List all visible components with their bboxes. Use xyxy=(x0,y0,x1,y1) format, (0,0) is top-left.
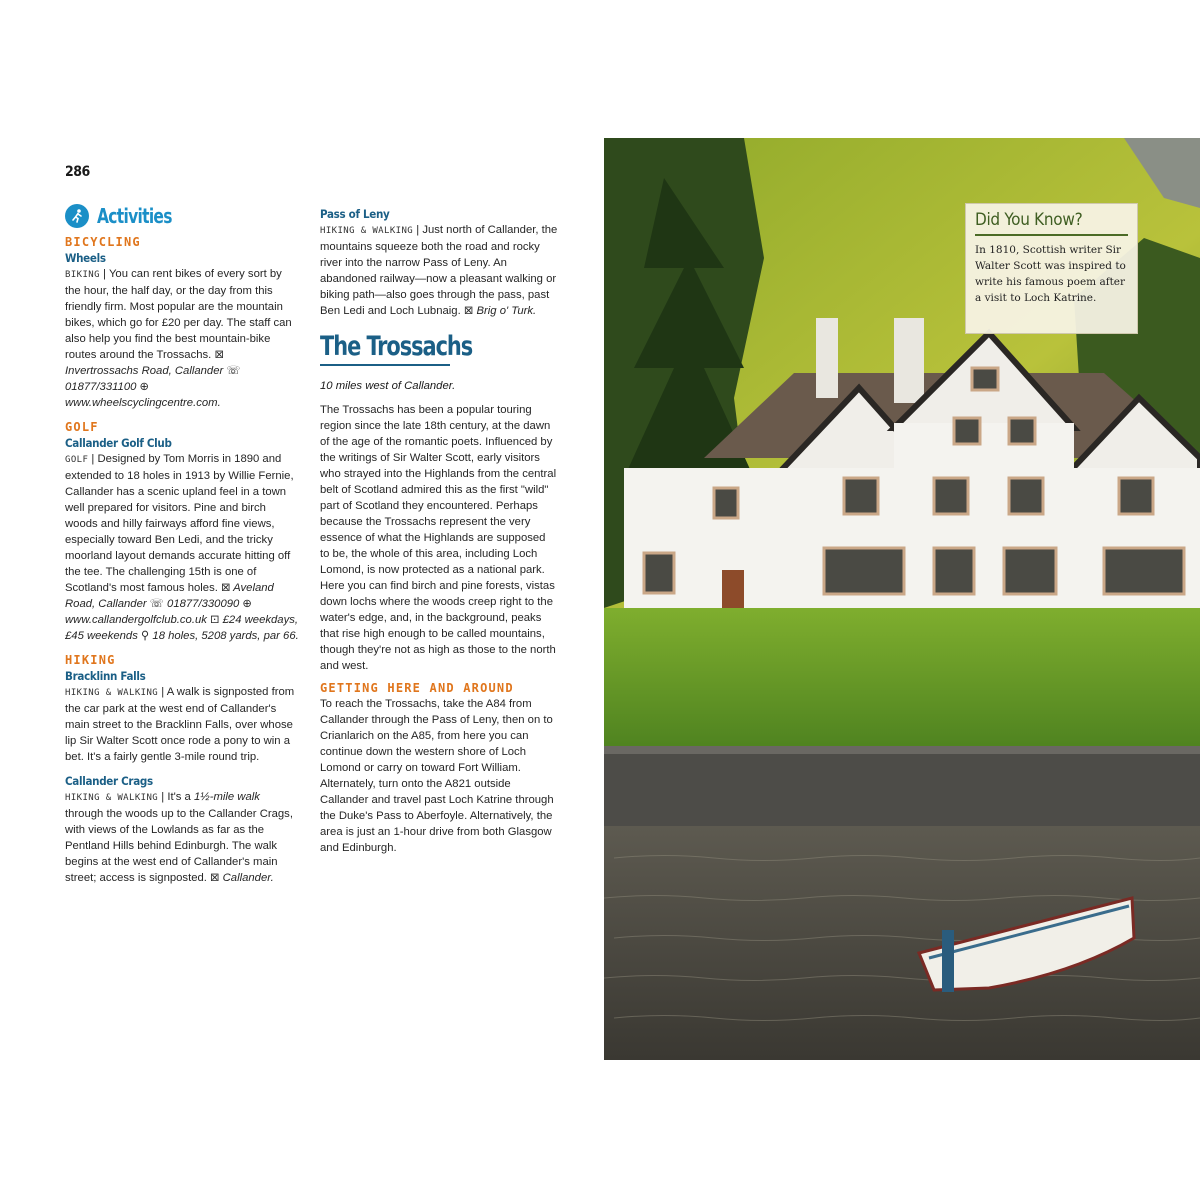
page-number: 286 xyxy=(65,164,90,180)
entry-text: A walk is signposted from the car park at the west end of Callander's main street to the Bracklinn Falls, over whose lip Sir Walter Scott once rode a pony to win a bet. It's a fairly gentle 3-mile round trip. xyxy=(65,686,295,763)
entry-text: through the woods up to the Callander Crags, with views of the Lowlands as far as the Pentland Hills behind Edinburgh. The walk begins at the west end of Callander's main street; access is signposted. xyxy=(65,808,293,884)
entry-name: Bracklinn Falls xyxy=(65,669,146,683)
entry-bracklinn-falls xyxy=(65,668,300,765)
activities-header xyxy=(65,204,300,228)
chimney xyxy=(816,318,838,398)
entry-text: Just north of Callander, the mountains squeeze both the road and rocky river into the narrow Pass of Leny. An abandoned railway—now a pleasant walking or biking path—also goes through the pass, past Ben Ledi and Loch Lubnaig. xyxy=(320,224,558,317)
category-golf: GOLF xyxy=(65,420,99,434)
did-you-know-rule xyxy=(975,234,1128,236)
entry-details: ⊠ Callander. xyxy=(210,872,274,884)
activities-title: Activities xyxy=(97,204,172,228)
getting-here-heading: GETTING HERE AND AROUND xyxy=(320,681,514,695)
entry-type: GOLF xyxy=(65,455,89,465)
lawn xyxy=(604,608,1200,748)
trossachs-body: The Trossachs has been a popular touring region since the late 18th century, at the dawn of the age of the romantic poets. Influenced by the writings of Sir Walter Scott, early visitors who strayed into the Highlands from the central belt of Scotland admired this as the first "wild" part of Scotland they encountered. Perhaps because the Trossachs represent the very essence of what the Highlands are supposed to be, the whole of this area, including Loch Lomond, is now protected as a national park. Here you can find birch and pine forests, vistas down lochs where the woods creep right to the water's edge, and, in the background, peaks that rise high enough to be called mountains, though they're not as high as those to the north and west. xyxy=(320,404,557,672)
entry-body: HIKING & WALKING | Just north of Callander, the mountains squeeze both the road and rocky river into the narrow Pass of Leny. An abandoned railway—now a pleasant walking or biking path—also goes through the pass, past Ben Ledi and Loch Lubnaig. ⊠ Brig o' Turk. xyxy=(320,224,558,317)
entry-type: HIKING & WALKING xyxy=(65,688,159,698)
entry-details: ⊠ Invertrossachs Road, Callander ☏ 01877/331100 ⊕ www.wheelscyclingcentre.com. xyxy=(65,349,241,409)
entry-text-lead: It's a xyxy=(167,791,194,803)
entry-wheels xyxy=(65,250,300,411)
entry-callander-crags xyxy=(65,773,300,886)
entry-text: You can rent bikes of every sort by the hour, the half day, or the day from this friendly firm. Most popular are the mountain bikes, which go for £20 per day. The staff can also help you find the best mountain-bike routes around the Trossachs. xyxy=(65,268,292,361)
activities-icon xyxy=(65,204,89,228)
stone-wall xyxy=(604,746,1200,826)
entry-body: HIKING & WALKING | It's a 1½-mile walk through the woods up to the Callander Crags, with views of the Lowlands as far as the Pentland Hills behind Edinburgh. The walk begins at the west end of Callander's main street; access is signposted. ⊠ Callander. xyxy=(65,791,293,884)
entry-name: Callander Crags xyxy=(65,774,153,788)
middle-column xyxy=(320,206,558,856)
entry-distance: 1½-mile walk xyxy=(193,791,260,803)
entry-pass-of-leny xyxy=(320,206,558,319)
entry-name: Pass of Leny xyxy=(320,207,390,221)
house-wall xyxy=(894,423,1074,483)
entry-type: BIKING xyxy=(65,270,100,280)
entry-details: ⊠ Aveland Road, Callander ☏ 01877/330090 ⊕ www.callandergolfclub.co.uk ⊡ £24 weekdays, £45 weekends ⚲ 18 holes, 5208 yards, par 66. xyxy=(65,582,299,642)
trossachs-subtitle: 10 miles west of Callander. xyxy=(320,380,456,392)
entry-text: Designed by Tom Morris in 1890 and extended to 18 holes in 1913 by Willie Fernie, Callander has a scenic upland feel in a town well prepared for visitors. Pine and birch woods and hilly fairways afford fine views, especially toward Ben Ledi, and the tricky moorland layout demands accurate hitting off the tee. The challenging 15th is one of Scotland's most famous holes. xyxy=(65,453,294,594)
title-rule xyxy=(320,364,450,366)
entry-callander-golf-club xyxy=(65,435,300,644)
entry-type: HIKING & WALKING xyxy=(65,793,159,803)
category-hiking: HIKING xyxy=(65,653,116,667)
getting-here-body: To reach the Trossachs, take the A84 from Callander through the Pass of Leny, then on to Crianlarich on the A85, from here you can continue down the western shore of Loch Lomond or carry on toward Fort William. Alternately, turn onto the A821 outside Callander and travel past Loch Katrine through the Duke's Pass to Aberfoyle. Alternatively, the area is just an 1-hour drive from both Glasgow and Edinburgh. xyxy=(320,698,554,854)
did-you-know-box xyxy=(965,203,1138,334)
entry-body: GOLF | Designed by Tom Morris in 1890 and extended to 18 holes in 1913 by Willie Fernie, Callander has a scenic upland feel in a town well prepared for visitors. Pine and birch woods and hilly fairways afford fine views, especially toward Ben Ledi, and the tricky moorland layout demands accurate hitting off the tee. The challenging 15th is one of Scotland's most famous holes. ⊠ Aveland Road, Callander ☏ 01877/330090 ⊕ www.callandergolfclub.co.uk ⊡ £24 weekdays, £45 weekends ⚲ 18 holes, 5208 yards, par 66. xyxy=(65,453,299,642)
entry-body: HIKING & WALKING | A walk is signposted from the car park at the west end of Callander's main street to the Bracklinn Falls, over whose lip Sir Walter Scott once rode a pony to win a bet. It's a fairly gentle 3-mile round trip. xyxy=(65,686,295,763)
entry-details: ⊠ Brig o' Turk. xyxy=(463,305,537,317)
chimney xyxy=(894,318,924,403)
left-column xyxy=(65,200,300,894)
did-you-know-text: In 1810, Scottish writer Sir Walter Scott was inspired to write his famous poem after a visit to Loch Katrine. xyxy=(975,244,1126,304)
entry-name: Callander Golf Club xyxy=(65,436,172,450)
entry-name: Wheels xyxy=(65,251,106,265)
category-bicycling: BICYCLING xyxy=(65,235,141,249)
entry-body: BIKING | You can rent bikes of every sort by the hour, the half day, or the day from this friendly firm. Most popular are the mountain bikes, which go for £20 per day. The staff can also help you find the best mountain-bike routes around the Trossachs. ⊠ Invertrossachs Road, Callander ☏ 01877/331100 ⊕ www.wheelscyclingcentre.com. xyxy=(65,268,292,409)
did-you-know-title: Did You Know? xyxy=(975,210,1083,230)
trossachs-title: The Trossachs xyxy=(320,331,473,362)
entry-type: HIKING & WALKING xyxy=(320,226,414,236)
